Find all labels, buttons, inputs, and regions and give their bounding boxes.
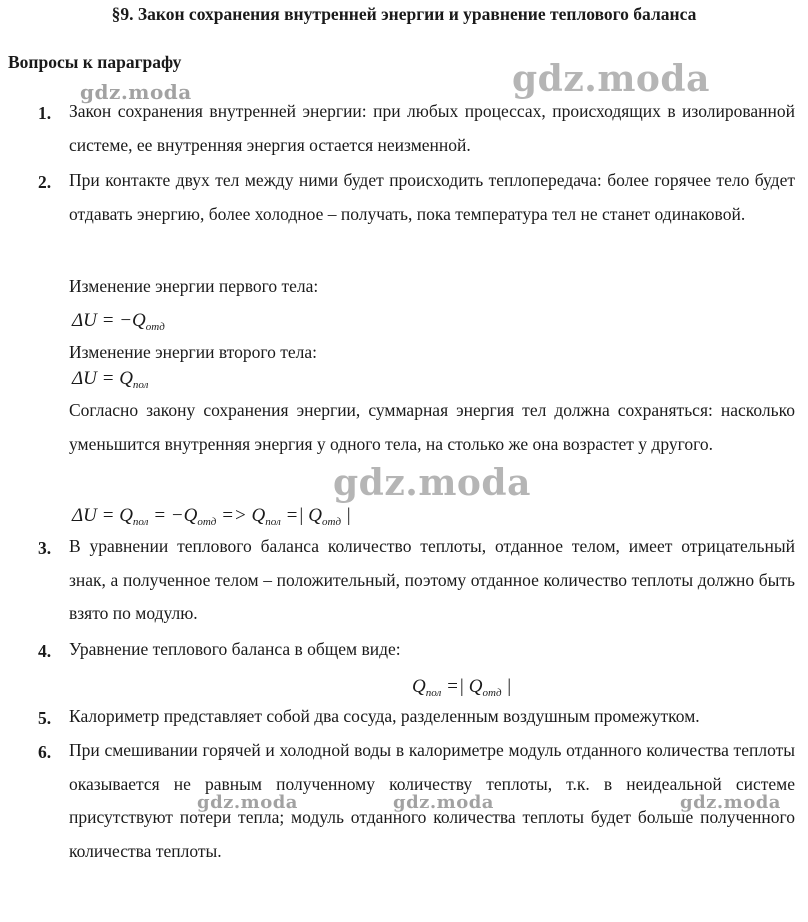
item-number: 4. [38,641,52,661]
page-title: §9. Закон сохранения внутренней энергии и уравнение теплового баланса [111,4,697,24]
item-text: В уравнении теплового баланса количество теплоты, отданное телом, имеет отрицательный знак, а полученное телом – положительный, поэтому отданное количество теплоты должно быть взято по модулю. [69,536,795,623]
item-text: При контакте двух тел между ними будет происходить теплопередача: более горячее тело будет отдавать энергию, более холодное – получать, пока температура тел не станет одинаковой. [69,170,795,224]
formula-energy-first: $\Delta U = -Q_{отд}$ [72,310,165,333]
formula-heat-balance: $Q_{пол}$ =| $Q_{отд}$ | [412,676,512,699]
item-text: Уравнение теплового баланса в общем виде: [69,639,401,659]
section-heading: Вопросы к параграфу [8,52,182,72]
formula-energy-second: $\Delta U = Q_{пол}$ [72,368,149,391]
formula-energy-balance: $\Delta U = Q_{пол} = -Q_{отд} => Q_{пол}$ =| $Q_{отд}$ | [72,505,352,528]
watermark: gdz.moda [333,462,531,504]
watermark: gdz.moda [512,58,710,100]
item-number: 3. [38,538,52,558]
item-number: 2. [38,172,52,192]
watermark: gdz.moda [197,792,298,813]
watermark: gdz.moda [393,792,494,813]
item-text: Калориметр представляет собой два сосуда, разделенным воздушным промежутком. [69,706,700,726]
item-text: Согласно закону сохранения энергии, суммарная энергия тел должна сохраняться: насколько уменьшится внутренняя энергия у одного тела, на столько же она возрастет у другого. [69,400,795,454]
watermark: gdz.moda [680,792,781,813]
item-number: 6. [38,742,52,762]
item-text: При смешивании горячей и холодной воды в калориметре модуль отданного количества теплоты оказывается не равным полученному количеству теплоты, т.к. в неидеальной системе присутствуют потери тепла; модуль отданного количества теплоты будет больше полученного количества теплоты. [69,740,795,861]
item-number: 5. [38,708,52,728]
formula-label: Изменение энергии второго тела: [69,342,317,362]
watermark: gdz.moda [80,80,192,104]
formula-label: Изменение энергии первого тела: [69,276,319,296]
item-number: 1. [38,103,52,123]
item-text: Закон сохранения внутренней энергии: при любых процессах, происходящих в изолированной системе, ее внутренняя энергия остается неизменной. [69,101,795,155]
